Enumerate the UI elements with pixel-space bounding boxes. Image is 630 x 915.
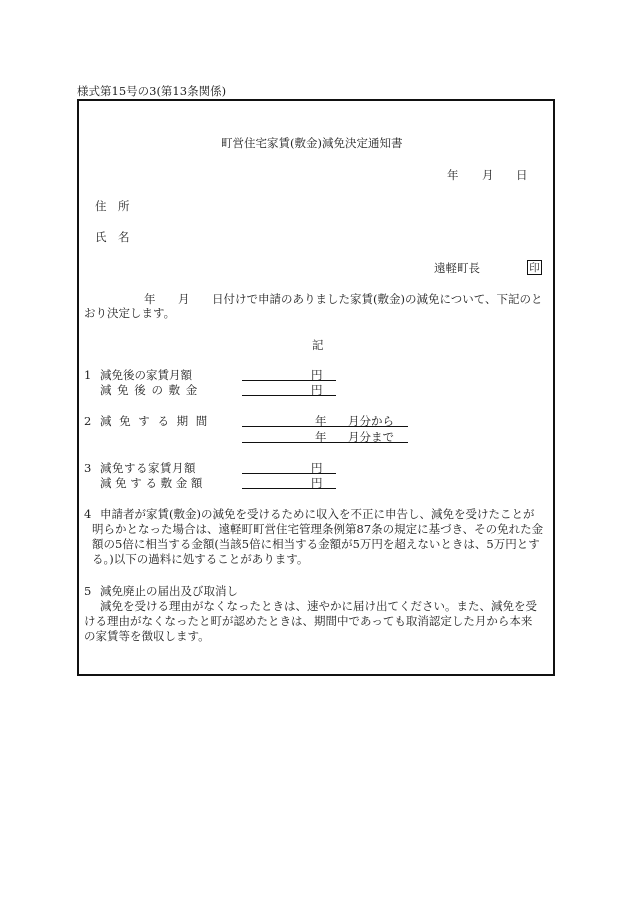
seal-box: 印 — [527, 260, 542, 275]
item-1-row-2-unit: 円 — [311, 383, 323, 397]
item-2-label: 減 免 す る 期 間 — [100, 414, 210, 428]
address-label: 住 所 — [95, 199, 130, 213]
note-5-heading: 減免廃止の届出及び取消し — [100, 584, 238, 598]
item-1-row-2-label: 減 免 後 の 敷 金 — [100, 383, 199, 397]
item-2-row-1-year: 年 — [315, 414, 327, 428]
issuer-title: 遠軽町長 — [434, 261, 480, 275]
item-3-row-1-label: 減免する家賃月額 — [100, 461, 196, 475]
item-2-row-1-suffix: 月分から — [348, 414, 394, 428]
item-1-row-1-label: 減免後の家賃月額 — [100, 368, 192, 382]
date-month: 月 — [482, 168, 494, 182]
note-4-line-2: 明らかとなった場合は、遠軽町町営住宅管理条例第87条の規定に基づき、その免れた金 — [92, 522, 544, 536]
item-2-row-2-suffix: 月分まで — [348, 430, 394, 444]
ki-marker: 記 — [312, 338, 324, 352]
item-2-row-2-year: 年 — [315, 430, 327, 444]
note-4-line-4: る。)以下の過料に処することがあります。 — [92, 552, 309, 566]
item-2-number: 2 — [84, 414, 92, 428]
note-4-line-1: 申請者が家賃(敷金)の減免を受けるために収入を不正に申告し、減免を受けたことが — [100, 507, 535, 521]
intro-line-2: おり決定します。 — [84, 306, 176, 320]
note-5-number: 5 — [84, 584, 92, 598]
note-5-line-1: 減免を受ける理由がなくなったときは、速やかに届け出てください。また、減免を受 — [100, 599, 537, 613]
document-title: 町営住宅家賃(敷金)減免決定通知書 — [221, 136, 403, 150]
date-day: 日 — [516, 168, 528, 182]
name-label: 氏 名 — [95, 230, 130, 244]
note-4-number: 4 — [84, 507, 92, 521]
item-3-row-1-unit: 円 — [311, 461, 323, 475]
item-1-number: 1 — [84, 368, 92, 382]
form-number: 様式第15号の3(第13条関係) — [77, 84, 227, 98]
date-year: 年 — [447, 168, 459, 182]
intro-line-1: 日付けで申請のありました家賃(敷金)の減免について、下記のと — [212, 292, 543, 306]
intro-year: 年 — [144, 292, 156, 306]
note-4-line-3: 額の5倍に相当する金額(当該5倍に相当する金額が5万円を超えないときは、5万円とす — [92, 537, 540, 551]
note-5-line-3: の家賃等を徴収します。 — [84, 629, 210, 643]
intro-month: 月 — [178, 292, 190, 306]
item-1-row-1-unit: 円 — [311, 368, 323, 382]
item-3-row-2-unit: 円 — [311, 476, 323, 490]
item-3-number: 3 — [84, 461, 92, 475]
note-5-line-2: ける理由がなくなったと町が認めたときは、期間中であっても取消認定した月から本来 — [84, 614, 533, 628]
item-3-row-2-label: 減 免 す る 敷 金 額 — [100, 476, 203, 490]
